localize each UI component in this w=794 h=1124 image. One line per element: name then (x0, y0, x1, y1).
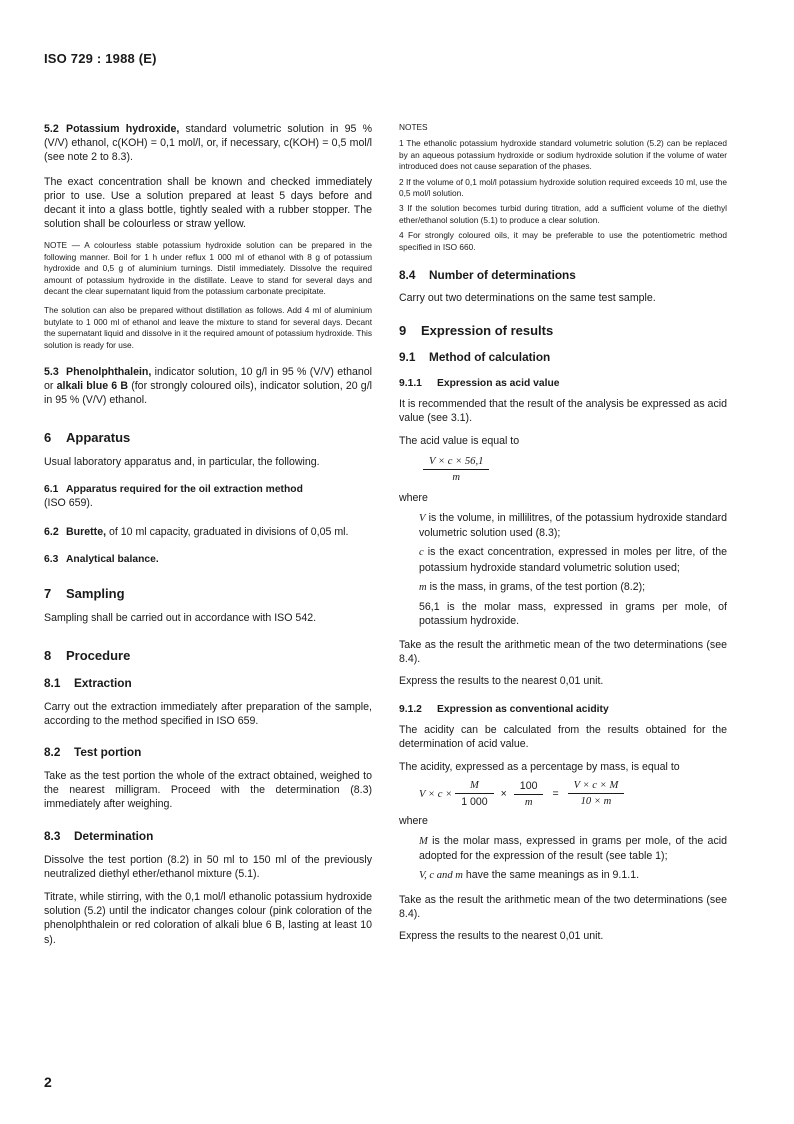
notes-title: NOTES (399, 122, 428, 132)
section-6-text: Usual laboratory apparatus and, in particular, the following. (44, 455, 320, 468)
formula-numerator: V × c × 56,1 (423, 456, 489, 470)
where-label: where (399, 491, 428, 504)
section-5-2-note: NOTE — A colourless stable potassium hydroxide solution can be prepared in the following manner. Boil for 1 h under reflux 1 000 ml of ethanol with 8 g of potassium hydroxide and 0,5 g of aluminium turnings. Distil immediately. Dissolve the required amount of potassium hydroxide in the distillate. Leave to stand for several days and decant the clear supernatant liquid from the potassium carbonate precipitate. (44, 240, 372, 297)
left-column (44, 122, 372, 947)
section-6-1: 6.1 Apparatus required for the oil extraction method (44, 483, 303, 495)
section-8-4-heading: 8.4 Number of determinations (399, 268, 576, 283)
section-6-2: 6.2 Burette, of 10 ml capacity, graduated in divisions of 0,05 ml. (44, 526, 349, 539)
variable-definitions-2 (419, 834, 727, 884)
section-9-1-heading: 9.1 Method of calculation (399, 350, 551, 365)
definition-m: m is the mass, in grams, of the test portion (8.2); (419, 580, 646, 593)
section-8-4-text: Carry out two determinations on the same test sample. (399, 292, 656, 305)
section-5-2: 5.2 Potassium hydroxide, standard volumetric solution in 95 % (V/V) ethanol, c(KOH) = 0,1 mol/l, or, if necessary, c(KOH) = 0,5 mol/l (see note 2 to 8.3). (44, 123, 372, 164)
section-7-text: Sampling shall be carried out in accordance with ISO 542. (44, 612, 317, 625)
section-9-1-1-text: It is recommended that the result of the analysis be expressed as acid value (see 3.1). (399, 398, 727, 425)
section-6-3: 6.3 Analytical balance. (44, 554, 159, 566)
section-8-1-heading: 8.1 Extraction (44, 675, 132, 690)
where-label-2: where (399, 814, 428, 827)
section-9-1-2-heading: 9.1.2 Expression as conventional acidity (399, 704, 609, 716)
section-9-1-2-text: The acidity can be calculated from the results obtained for the determination of acid value. (399, 724, 727, 751)
section-8-2-text: Take as the test portion the whole of the extract obtained, weighed to the nearest milligram. Proceed with the determination (8.3) immediately after weighing. (44, 769, 372, 811)
section-8-3-text-continued: Titrate, while stirring, with the 0,1 mol/l ethanolic potassium hydroxide solution (5.2) until the indicator changes colour (pink coloration of the phenolphthalein or red coloration of alkali blue 6 B, lasting at least 10 s). (44, 890, 372, 946)
formula-denominator: m (452, 471, 461, 483)
note-1: 1 The ethanolic potassium hydroxide standard volumetric solution (5.2) can be replaced by an aqueous potassium hydroxide or sodium hydroxide solution if the volume of water introduced does not cause separation of the phases. (399, 138, 727, 172)
note-4: 4 For strongly coloured oils, it may be preferable to use the potentiometric method specified in ISO 660. (399, 230, 727, 252)
section-9-1-1-precision: Express the results to the nearest 0,01 unit. (399, 674, 604, 687)
definition-V-c-m: V, c and m have the same meanings as in 9.1.1. (419, 869, 640, 882)
variable-definitions (419, 511, 727, 628)
section-5-2-note-continued: The solution can also be prepared without distillation as follows. Add 4 ml of aluminium butylate to 1 000 ml of ethanol and leave the mixture to stand for several days. Decant the supernatant liquid and dissolve in it the required amount of potassium hydroxide. This solution is ready for use. (44, 305, 372, 350)
section-8-2-heading: 8.2 Test portion (44, 744, 142, 759)
note-3: 3 If the solution becomes turbid during titration, add a sufficient volume of the diethyl ether/ethanol solution (5.1) to produce a clear solution. (399, 203, 727, 225)
section-9-1-1-result: Take as the result the arithmetic mean of the two determinations (see 8.4). (399, 638, 727, 665)
section-9-1-2-text-2: The acidity, expressed as a percentage by mass, is equal to (399, 760, 680, 773)
section-9-1-2-precision: Express the results to the nearest 0,01 unit. (399, 929, 604, 942)
section-9-heading: 9 Expression of results (399, 323, 554, 339)
definition-V: V is the volume, in millilitres, of the potassium hydroxide standard volumetric solution used (8.3); (419, 512, 727, 540)
section-9-1-1-heading: 9.1.1 Expression as acid value (399, 378, 560, 390)
section-9-1-2-result: Take as the result the arithmetic mean of the two determinations (see 8.4). (399, 893, 727, 920)
note-2: 2 If the volume of 0,1 mol/l potassium hydroxide solution required exceeds 10 ml, use the 0,5 mol/l solution. (399, 176, 727, 199)
section-5-3: 5.3 Phenolphthalein, indicator solution, 10 g/l in 95 % (V/V) ethanol or alkali blue 6 B (for strongly coloured oils), indicator solution, 20 g/l in 95 % (V/V) ethanol. (44, 366, 372, 407)
section-5-2-paragraph: The exact concentration shall be known and checked immediately prior to use. Use a solution prepared at least 5 days before and decant it into a glass bottle, tightly sealed with a rubber stopper. The solution shall be colourless or straw yellow. (44, 175, 372, 231)
definition-56-1: 56,1 is the molar mass, expressed in grams per mole, of potassium hydroxide. (419, 601, 727, 628)
right-column (399, 122, 727, 943)
section-6-1-text: (ISO 659). (44, 496, 93, 509)
section-8-heading: 8 Procedure (44, 647, 131, 663)
section-7-heading: 7 Sampling (44, 586, 125, 602)
section-9-1-1-text-2: The acid value is equal to (399, 434, 520, 447)
document-header: ISO 729 : 1988 (E) (44, 51, 157, 66)
section-8-3-text: Dissolve the test portion (8.2) in 50 ml to 150 ml of the previously neutralized diethyl ether/ethanol mixture (5.1). (44, 853, 372, 880)
definition-c: c is the exact concentration, expressed in moles per litre, of the potassium hydroxide standard volumetric solution used; (419, 546, 727, 574)
page-number: 2 (44, 1074, 52, 1090)
section-8-3-heading: 8.3 Determination (44, 828, 154, 843)
section-6-heading: 6 Apparatus (44, 429, 131, 445)
acidity-formula: V × c × $\frac{M}{1 000}$ × $\frac{100}{m}$ = $\frac{V \times c \times M}{10 \times m}$ (419, 780, 727, 808)
acid-value-formula (423, 456, 727, 483)
section-8-1-text: Carry out the extraction immediately after preparation of the sample, according to the method specified in ISO 659. (44, 700, 372, 727)
definition-M: M is the molar mass, expressed in grams per mole, of the acid adopted for the expression of the result (see table 1); (419, 834, 727, 863)
